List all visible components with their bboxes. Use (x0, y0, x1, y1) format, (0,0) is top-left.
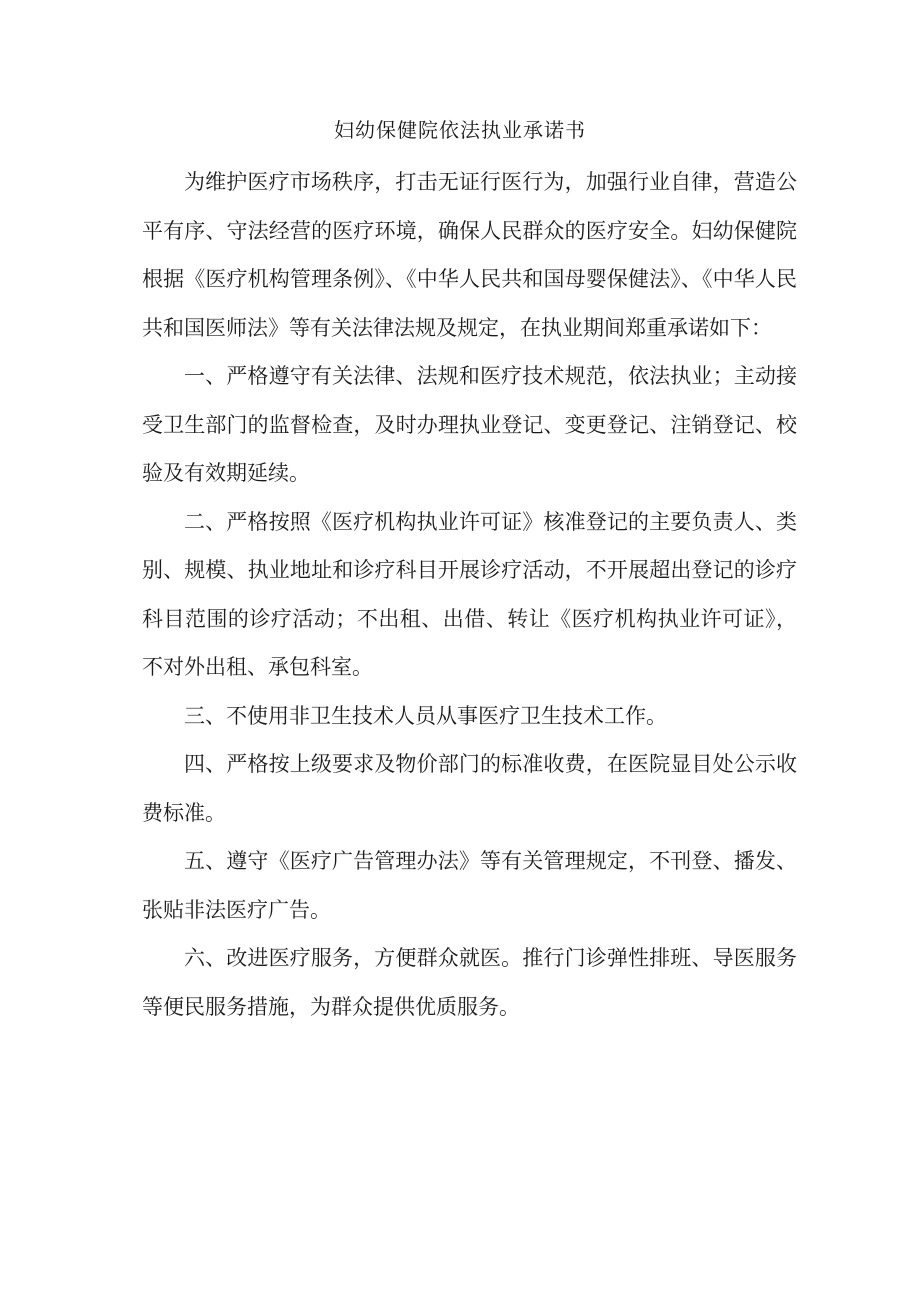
paragraph-item-4: 四、严格按上级要求及物价部门的标准收费，在医院显目处公示收费标准。 (142, 752, 797, 825)
paragraph-item-1: 一、严格遵守有关法律、法规和医疗技术规范，依法执业；主动接受卫生部门的监督检查，及时办理执业登记、变更登记、注销登记、校验及有效期延续。 (142, 364, 797, 485)
paragraph-intro: 为维护医疗市场秩序，打击无证行医行为，加强行业自律，营造公平有序、守法经营的医疗环境，确保人民群众的医疗安全。妇幼保健院根据《医疗机构管理条例》、《中华人民共和国母婴保健法》、《中华人民共和国医师法》等有关法律法规及规定，在执业期间郑重承诺如下： (142, 170, 797, 340)
document-body (142, 158, 797, 1031)
paragraph-item-5: 五、遵守《医疗广告管理办法》等有关管理规定，不刊登、播发、张贴非法医疗广告。 (142, 849, 797, 922)
document-title: 妇幼保健院依法执业承诺书 (334, 118, 586, 142)
paragraph-item-6: 六、改进医疗服务，方便群众就医。推行门诊弹性排班、导医服务等便民服务措施，为群众提供优质服务。 (142, 946, 797, 1019)
paragraph-item-2: 二、严格按照《医疗机构执业许可证》核准登记的主要负责人、类别、规模、执业地址和诊疗科目开展诊疗活动，不开展超出登记的诊疗科目范围的诊疗活动；不出租、出借、转让《医疗机构执业许可证》，不对外出租、承包科室。 (142, 509, 797, 679)
paragraph-item-3: 三、不使用非卫生技术人员从事医疗卫生技术工作。 (184, 703, 667, 728)
